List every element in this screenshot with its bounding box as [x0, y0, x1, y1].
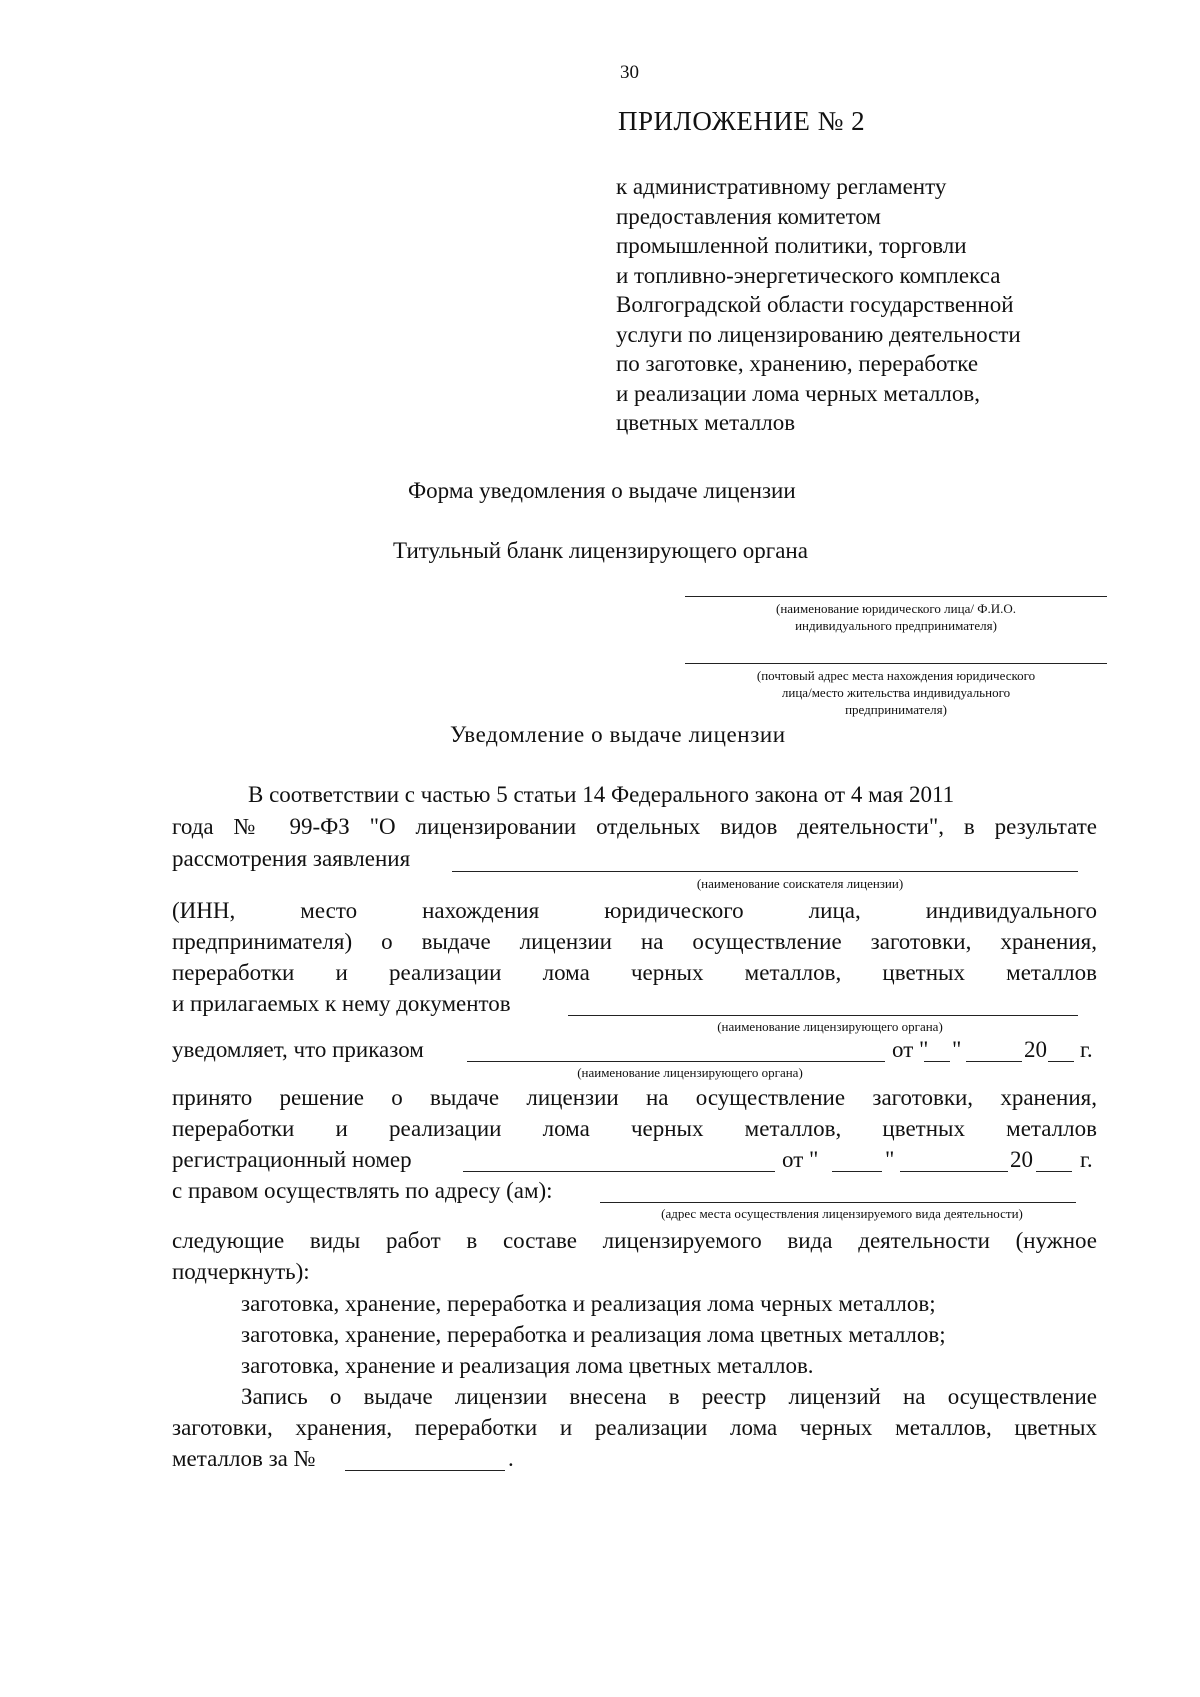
body-line: года № 99-ФЗ "О лицензировании отдельных видов деятельности", в результате: [172, 814, 1097, 839]
appendix-line: услуги по лицензированию деятельности: [616, 321, 1021, 347]
year-suffix: г.: [1080, 1147, 1093, 1172]
body-line: (ИНН, место нахождения юридического лица, индивидуального: [172, 898, 1097, 923]
date-prefix: от ": [892, 1037, 929, 1062]
body-line: с правом осуществлять по адресу (ам):: [172, 1178, 553, 1203]
addressee-address-line: [685, 663, 1107, 664]
addressee-address-caption: (почтовый адрес места нахождения юридического лица/место жительства индивидуального предпринимателя): [756, 668, 1036, 717]
notice-title: Уведомление о выдаче лицензии: [450, 722, 786, 747]
day-field-line: [832, 1171, 882, 1172]
form-title: Форма уведомления о выдаче лицензии: [408, 478, 796, 503]
appendix-line: промышленной политики, торговли: [616, 233, 967, 258]
year-prefix: 20: [1024, 1037, 1047, 1062]
body-line: В соответствии с частью 5 статьи 14 Федерального закона от 4 мая 2011: [248, 782, 955, 807]
address-field-line: [600, 1202, 1076, 1203]
order-field-line: [467, 1061, 885, 1062]
register-number-field-line: [345, 1470, 505, 1471]
body-line: регистрационный номер: [172, 1147, 412, 1172]
work-type-item: заготовка, хранение, переработка и реализация лома цветных металлов;: [241, 1322, 946, 1347]
appendix-line: предоставления комитетом: [616, 203, 881, 229]
body-line: переработки и реализации лома черных металлов, цветных металлов: [172, 960, 1097, 985]
year-prefix: 20: [1010, 1147, 1033, 1172]
appendix-line: по заготовке, хранению, переработке: [616, 351, 979, 376]
applicant-field-line: [452, 871, 1078, 872]
year-field-line: [1048, 1061, 1074, 1062]
documents-field-line: [568, 1015, 1078, 1016]
appendix-line: Волгоградской области государственной: [616, 292, 1014, 317]
body-line: рассмотрения заявления: [172, 846, 411, 871]
addressee-name-caption: (наименование юридического лица/ Ф.И.О. индивидуального предпринимателя): [775, 601, 1017, 633]
appendix-description: [616, 172, 1136, 438]
day-field-line: [924, 1061, 950, 1062]
body-line: принято решение о выдаче лицензии на осуществление заготовки, хранения,: [172, 1085, 1097, 1110]
addressee-name-line: [685, 596, 1107, 597]
applicant-caption: (наименование соискателя лицензии): [696, 876, 904, 891]
body-line: металлов за №: [172, 1446, 316, 1471]
work-type-item: заготовка, хранение и реализация лома цветных металлов.: [241, 1353, 814, 1378]
year-suffix: г.: [1080, 1037, 1093, 1062]
body-line: заготовки, хранения, переработки и реализации лома черных металлов, цветных: [172, 1415, 1097, 1440]
appendix-line: и топливно-энергетического комплекса: [616, 262, 1001, 288]
year-field-line: [1036, 1171, 1072, 1172]
authority-caption: (наименование лицензирующего органа): [717, 1019, 943, 1034]
reg-number-field-line: [463, 1171, 775, 1172]
appendix-title: ПРИЛОЖЕНИЕ № 2: [618, 106, 866, 136]
address-caption: (адрес места осуществления лицензируемого вида деятельности): [661, 1206, 1023, 1221]
date-prefix: от ": [782, 1147, 819, 1172]
body-line-end: .: [508, 1446, 514, 1471]
authority-caption: (наименование лицензирующего органа): [577, 1065, 803, 1080]
body-line: и прилагаемых к нему документов: [172, 991, 511, 1016]
body-line: следующие виды работ в составе лицензируемого вида деятельности (нужное: [172, 1228, 1097, 1253]
body-line: уведомляет, что приказом: [172, 1037, 424, 1062]
month-field-line: [966, 1061, 1022, 1062]
body-line: предпринимателя) о выдаче лицензии на осуществление заготовки, хранения,: [172, 929, 1097, 954]
body-line: переработки и реализации лома черных металлов, цветных металлов: [172, 1116, 1097, 1141]
body-line: Запись о выдаче лицензии внесена в реестр лицензий на осуществление: [241, 1384, 1097, 1409]
appendix-line: цветных металлов: [616, 410, 796, 435]
appendix-line: и реализации лома черных металлов,: [616, 380, 980, 406]
month-field-line: [900, 1171, 1008, 1172]
date-quote: ": [952, 1037, 962, 1062]
work-type-item: заготовка, хранение, переработка и реализация лома черных металлов;: [241, 1291, 936, 1316]
body-line: подчеркнуть):: [172, 1259, 310, 1284]
appendix-line: к административному регламенту: [616, 174, 947, 199]
page-number: 30: [620, 62, 639, 83]
date-quote: ": [885, 1147, 895, 1172]
blank-title: Титульный бланк лицензирующего органа: [393, 538, 808, 563]
